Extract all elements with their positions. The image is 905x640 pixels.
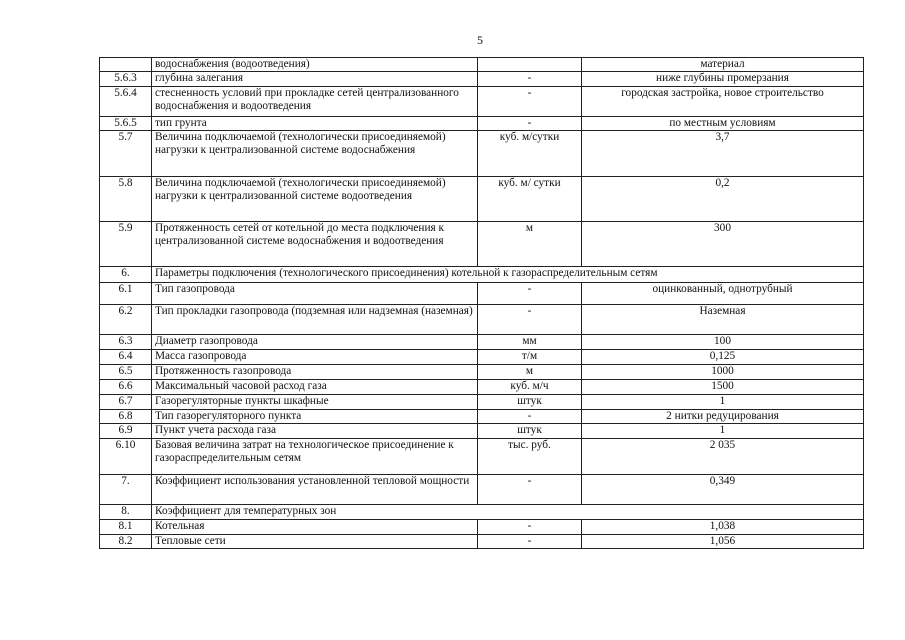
row-number: 5.6.5 — [100, 117, 152, 131]
row-number: 5.7 — [100, 131, 152, 177]
parameter-unit: м — [478, 222, 582, 267]
row-number: 8.2 — [100, 535, 152, 549]
parameter-unit: - — [478, 283, 582, 305]
parameter-value: 0,125 — [582, 350, 864, 365]
table-row — [100, 475, 864, 505]
parameter-name: Величина подключаемой (технологически присоединяемой) нагрузки к централизованной системе водоснабжения — [152, 131, 478, 177]
parameter-name: Величина подключаемой (технологически присоединяемой) нагрузки к централизованной системе водоотведения — [152, 177, 478, 222]
row-number: 5.6.3 — [100, 72, 152, 87]
row-number: 6.3 — [100, 335, 152, 350]
parameter-name: стесненность условий при прокладке сетей централизованного водоснабжения и водоотведения — [152, 87, 478, 117]
table-row — [100, 505, 864, 520]
parameter-value: 2 035 — [582, 439, 864, 475]
parameter-unit: - — [478, 535, 582, 549]
table-row — [100, 72, 864, 87]
parameter-unit: - — [478, 475, 582, 505]
row-number: 6.4 — [100, 350, 152, 365]
parameters-table — [99, 57, 864, 549]
parameter-value: 100 — [582, 335, 864, 350]
parameter-name: Газорегуляторные пункты шкафные — [152, 395, 478, 410]
table-row — [100, 520, 864, 535]
parameter-name: Тип газопровода — [152, 283, 478, 305]
table-row — [100, 350, 864, 365]
table-row — [100, 439, 864, 475]
parameter-unit: - — [478, 520, 582, 535]
table-row — [100, 335, 864, 350]
row-number: 6.7 — [100, 395, 152, 410]
parameter-value: 1500 — [582, 380, 864, 395]
section-title: Параметры подключения (технологического присоединения) котельной к газораспределительным сетям — [152, 267, 864, 283]
parameter-name: Коэффициент использования установленной тепловой мощности — [152, 475, 478, 505]
parameter-name: Протяженность газопровода — [152, 365, 478, 380]
parameter-name: тип грунта — [152, 117, 478, 131]
parameter-value: ниже глубины промерзания — [582, 72, 864, 87]
table-row — [100, 58, 864, 72]
table-row — [100, 222, 864, 267]
row-number: 6.2 — [100, 305, 152, 335]
parameter-name: Протяженность сетей от котельной до места подключения к централизованной системе водоснабжения и водоотведения — [152, 222, 478, 267]
parameter-value: материал — [582, 58, 864, 72]
parameter-unit: тыс. руб. — [478, 439, 582, 475]
parameter-unit: штук — [478, 395, 582, 410]
parameter-name: Пункт учета расхода газа — [152, 424, 478, 439]
table-row — [100, 365, 864, 380]
parameter-unit: - — [478, 410, 582, 424]
parameter-unit: - — [478, 72, 582, 87]
parameter-name: Тип газорегуляторного пункта — [152, 410, 478, 424]
parameter-unit: куб. м/ сутки — [478, 177, 582, 222]
parameter-value: 1,056 — [582, 535, 864, 549]
parameter-value: 0,2 — [582, 177, 864, 222]
table-row — [100, 410, 864, 424]
parameter-value: по местным условиям — [582, 117, 864, 131]
row-number: 6.5 — [100, 365, 152, 380]
table-row — [100, 395, 864, 410]
parameter-name: Тепловые сети — [152, 535, 478, 549]
parameter-name: водоснабжения (водоотведения) — [152, 58, 478, 72]
row-number: 6.8 — [100, 410, 152, 424]
row-number: 7. — [100, 475, 152, 505]
parameter-unit — [478, 58, 582, 72]
parameter-name: Масса газопровода — [152, 350, 478, 365]
parameter-unit: - — [478, 305, 582, 335]
row-number: 6.6 — [100, 380, 152, 395]
parameter-value: 1 — [582, 395, 864, 410]
parameter-value: 3,7 — [582, 131, 864, 177]
row-number: 6. — [100, 267, 152, 283]
parameter-name: Котельная — [152, 520, 478, 535]
table-row — [100, 267, 864, 283]
parameter-value: оцинкованный, однотрубный — [582, 283, 864, 305]
parameter-name: Базовая величина затрат на технологическое присоединение к газораспределительным сетям — [152, 439, 478, 475]
table-row — [100, 87, 864, 117]
parameter-value: Наземная — [582, 305, 864, 335]
row-number: 8. — [100, 505, 152, 520]
parameter-value: 300 — [582, 222, 864, 267]
parameter-value: городская застройка, новое строительство — [582, 87, 864, 117]
row-number: 5.9 — [100, 222, 152, 267]
row-number: 5.8 — [100, 177, 152, 222]
parameter-unit: мм — [478, 335, 582, 350]
table-row — [100, 424, 864, 439]
parameter-unit: штук — [478, 424, 582, 439]
table-row — [100, 117, 864, 131]
row-number — [100, 58, 152, 72]
parameter-unit: - — [478, 87, 582, 117]
parameter-unit: куб. м/ч — [478, 380, 582, 395]
parameter-name: Диаметр газопровода — [152, 335, 478, 350]
row-number: 8.1 — [100, 520, 152, 535]
table-row — [100, 131, 864, 177]
parameters-table-body — [100, 58, 864, 549]
parameter-value: 1000 — [582, 365, 864, 380]
table-row — [100, 305, 864, 335]
page-number: 5 — [477, 33, 483, 47]
parameter-name: Тип прокладки газопровода (подземная или надземная (наземная) — [152, 305, 478, 335]
table-row — [100, 535, 864, 549]
parameter-name: Максимальный часовой расход газа — [152, 380, 478, 395]
section-title: Коэффициент для температурных зон — [152, 505, 864, 520]
parameter-unit: м — [478, 365, 582, 380]
parameter-value: 2 нитки редуцирования — [582, 410, 864, 424]
parameter-unit: - — [478, 117, 582, 131]
row-number: 6.10 — [100, 439, 152, 475]
row-number: 5.6.4 — [100, 87, 152, 117]
parameter-value: 1 — [582, 424, 864, 439]
parameter-unit: куб. м/сутки — [478, 131, 582, 177]
row-number: 6.1 — [100, 283, 152, 305]
table-row — [100, 380, 864, 395]
parameter-value: 0,349 — [582, 475, 864, 505]
parameter-name: глубина залегания — [152, 72, 478, 87]
row-number: 6.9 — [100, 424, 152, 439]
table-row — [100, 177, 864, 222]
parameter-value: 1,038 — [582, 520, 864, 535]
table-row — [100, 283, 864, 305]
parameter-unit: т/м — [478, 350, 582, 365]
